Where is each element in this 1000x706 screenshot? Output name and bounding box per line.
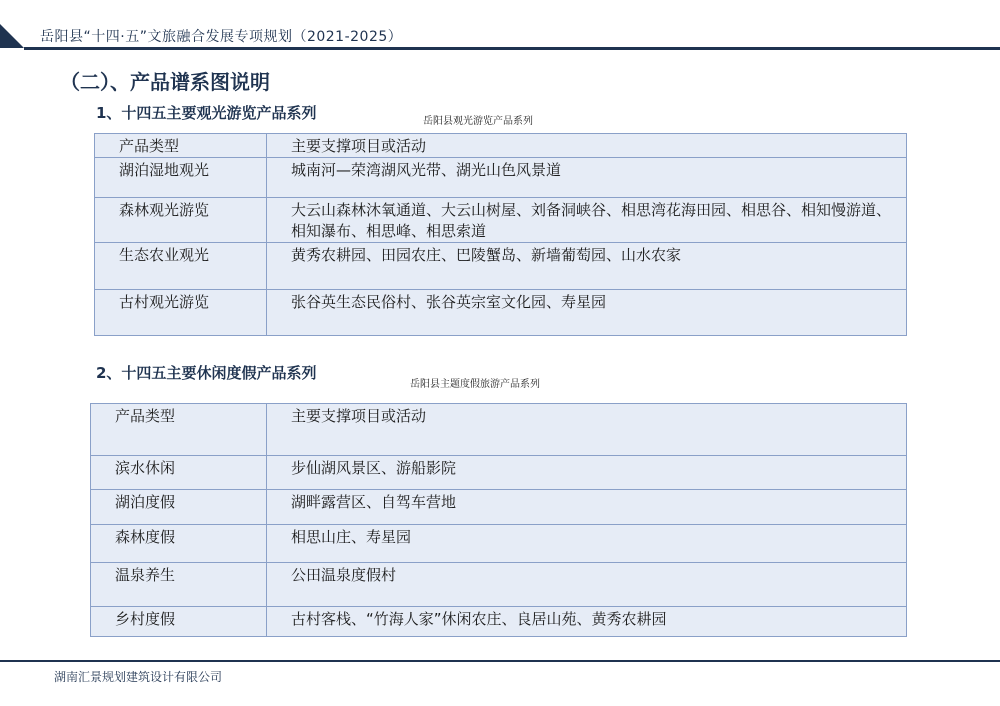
table-row xyxy=(91,490,907,525)
projects-cell: 公田温泉度假村 xyxy=(267,563,907,607)
footer-divider xyxy=(0,660,1000,662)
page-header xyxy=(0,0,1000,52)
table-row xyxy=(91,456,907,490)
projects-cell: 黄秀农耕园、田园农庄、巴陵蟹岛、新墙葡萄园、山水农家 xyxy=(267,243,907,290)
header-corner-mark xyxy=(0,24,24,48)
part2-title: 2、十四五主要休闲度假产品系列 xyxy=(96,364,317,382)
projects-cell: 张谷英生态民俗村、张谷英宗室文化园、寿星园 xyxy=(267,290,907,336)
projects-cell: 步仙湖风景区、游船影院 xyxy=(267,456,907,490)
product-type-cell: 湖泊湿地观光 xyxy=(95,158,267,198)
projects-cell: 相思山庄、寿星园 xyxy=(267,525,907,563)
vacation-products-table xyxy=(90,403,907,637)
table-row xyxy=(95,243,907,290)
header-cell-type: 产品类型 xyxy=(91,404,267,456)
table-row xyxy=(91,607,907,637)
table-header-row xyxy=(91,404,907,456)
product-type-cell: 森林度假 xyxy=(91,525,267,563)
projects-cell: 湖畔露营区、自驾车营地 xyxy=(267,490,907,525)
table-row xyxy=(95,198,907,243)
table-row xyxy=(95,158,907,198)
header-cell-projects: 主要支撑项目或活动 xyxy=(267,404,907,456)
header-cell-projects: 主要支撑项目或活动 xyxy=(267,134,907,158)
footer-company: 湖南汇景规划建筑设计有限公司 xyxy=(54,670,223,684)
projects-cell: 大云山森林沐氧通道、大云山树屋、刘备洞峡谷、相思湾花海田园、相思谷、相知慢游道、相知瀑布、相思峰、相思索道 xyxy=(267,198,907,243)
table-row xyxy=(95,290,907,336)
sightseeing-products-table xyxy=(94,133,907,336)
product-type-cell: 湖泊度假 xyxy=(91,490,267,525)
header-cell-type: 产品类型 xyxy=(95,134,267,158)
product-type-cell: 生态农业观光 xyxy=(95,243,267,290)
product-type-cell: 温泉养生 xyxy=(91,563,267,607)
product-type-cell: 森林观光游览 xyxy=(95,198,267,243)
product-type-cell: 乡村度假 xyxy=(91,607,267,637)
product-type-cell: 古村观光游览 xyxy=(95,290,267,336)
part1-caption: 岳阳县观光游览产品系列 xyxy=(423,116,533,127)
table-row xyxy=(91,563,907,607)
part2-caption: 岳阳县主题度假旅游产品系列 xyxy=(410,379,540,390)
part1-title: 1、十四五主要观光游览产品系列 xyxy=(96,104,317,122)
table-header-row xyxy=(95,134,907,158)
header-divider xyxy=(24,47,1000,50)
projects-cell: 古村客栈、“竹海人家”休闲农庄、良居山苑、黄秀农耕园 xyxy=(267,607,907,637)
section-title: （二）、产品谱系图说明 xyxy=(60,70,270,94)
product-type-cell: 滨水休闲 xyxy=(91,456,267,490)
projects-cell: 城南河—荣湾湖风光带、湖光山色风景道 xyxy=(267,158,907,198)
header-title: 岳阳县“十四·五”文旅融合发展专项规划（2021-2025） xyxy=(40,29,403,45)
table-row xyxy=(91,525,907,563)
